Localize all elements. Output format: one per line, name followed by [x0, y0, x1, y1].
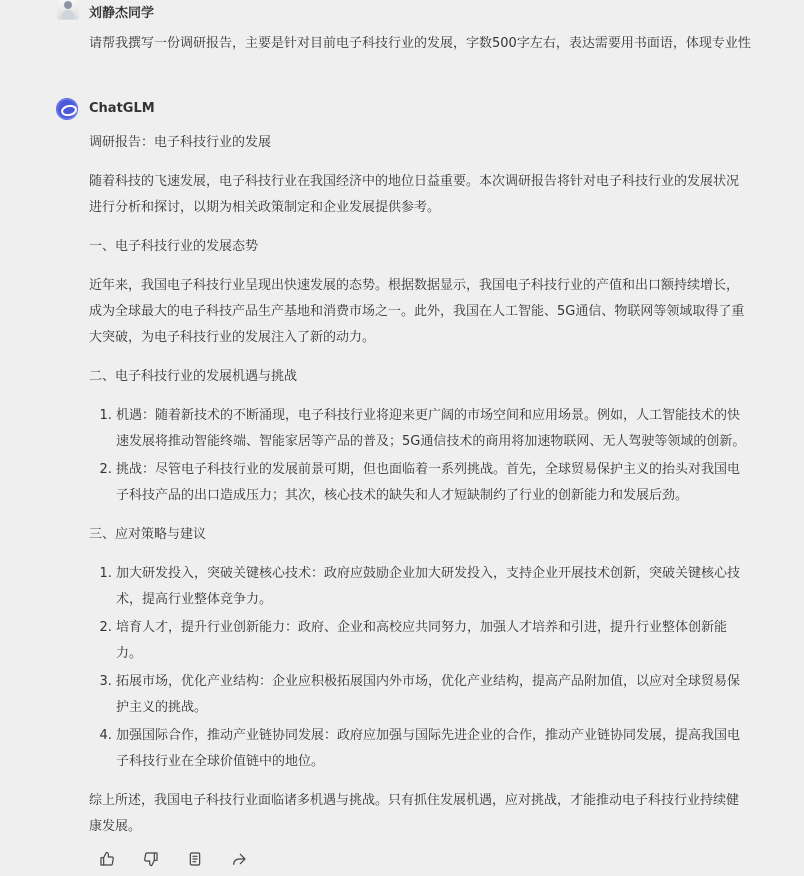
list-item: 2. 培育人才，提升行业创新能力：政府、企业和高校应共同努力，加强人才培养和引进，提升行业整体创新能力。 — [116, 615, 749, 667]
user-avatar — [57, 0, 79, 20]
copy-icon — [187, 851, 203, 867]
list-item: 2. 挑战：尽管电子科技行业的发展前景可期，但也面临着一系列挑战。首先，全球贸易保护主义的抬头对我国电子科技产品的出口造成压力；其次，核心技术的缺失和人才短缺制约了行业的创新能力和发展后劲。 — [116, 457, 749, 509]
opportunities-challenges-list — [89, 403, 749, 509]
chatglm-avatar — [56, 98, 78, 120]
share-button[interactable] — [229, 849, 249, 869]
user-message-text: 请帮我撰写一份调研报告，主要是针对目前电子科技行业的发展，字数500字左右，表达需要用书面语，体现专业性 — [89, 36, 751, 51]
report-title: 调研报告：电子科技行业的发展 — [89, 135, 272, 150]
thumbs-up-icon — [99, 851, 115, 867]
list-item: 1. 机遇：随着新技术的不断涌现，电子科技行业将迎来更广阔的市场空间和应用场景。例如，人工智能技术的快速发展将推动智能终端、智能家居等产品的普及；5G通信技术的商用将加速物联网、无人驾驶等领域的创新。 — [116, 403, 749, 455]
share-icon — [231, 851, 247, 867]
thumbs-down-icon — [143, 851, 159, 867]
thumbs-down-button[interactable] — [141, 849, 161, 869]
user-name: 刘静杰同学 — [89, 6, 155, 21]
report-conclusion: 综上所述，我国电子科技行业面临诸多机遇与挑战。只有抓住发展机遇，应对挑战，才能推动电子科技行业持续健康发展。 — [89, 793, 740, 834]
report-intro: 随着科技的飞速发展，电子科技行业在我国经济中的地位日益重要。本次调研报告将针对电子科技行业的发展状况进行分析和探讨，以期为相关政策制定和企业发展提供参考。 — [89, 174, 740, 215]
list-item: 1. 加大研发投入，突破关键核心技术：政府应鼓励企业加大研发投入，支持企业开展技术创新，突破关键核心技术，提高行业整体竞争力。 — [116, 561, 749, 613]
section-heading-3: 三、应对策略与建议 — [89, 527, 207, 542]
section-heading-2: 二、电子科技行业的发展机遇与挑战 — [89, 369, 298, 384]
list-item: 4. 加强国际合作，推动产业链协同发展：政府应加强与国际先进企业的合作，推动产业链协同发展，提高我国电子科技行业在全球价值链中的地位。 — [116, 723, 749, 775]
section-heading-1: 一、电子科技行业的发展态势 — [89, 239, 259, 254]
assistant-name: ChatGLM — [89, 101, 155, 116]
list-item: 3. 拓展市场，优化产业结构：企业应积极拓展国内外市场，优化产业结构，提高产品附加值，以应对全球贸易保护主义的挑战。 — [116, 669, 749, 721]
thumbs-up-button[interactable] — [97, 849, 117, 869]
copy-button[interactable] — [185, 849, 205, 869]
message-actions — [97, 849, 249, 869]
assistant-reply — [89, 130, 749, 853]
section-body-1: 近年来，我国电子科技行业呈现出快速发展的态势。根据数据显示，我国电子科技行业的产值和出口额持续增长，成为全球最大的电子科技产品生产基地和消费市场之一。此外，我国在人工智能、5G通信、物联网等领域取得了重大突破，为电子科技行业的发展注入了新的动力。 — [89, 278, 745, 345]
strategy-list — [89, 561, 749, 775]
